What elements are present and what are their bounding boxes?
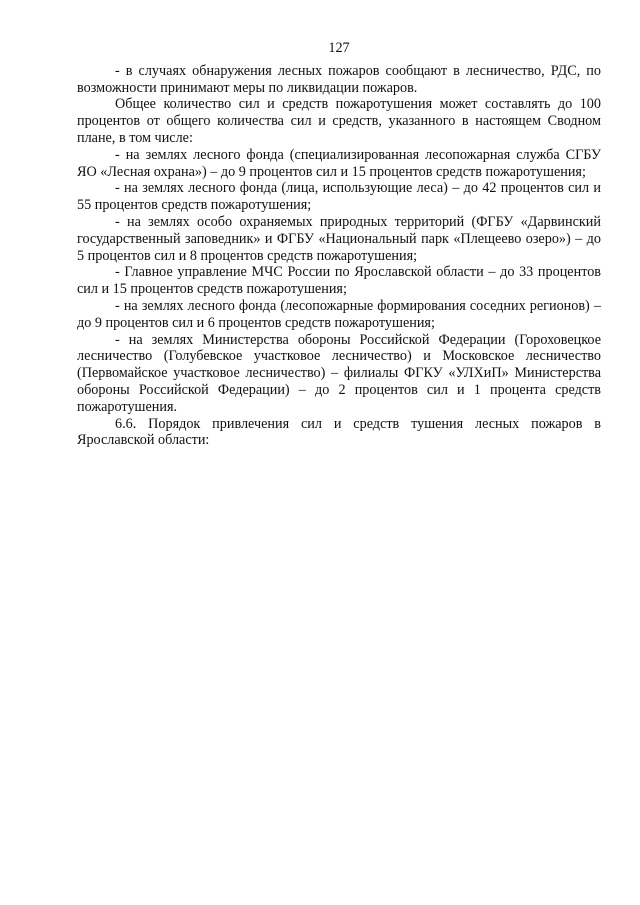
paragraph-total-forces: Общее количество сил и средств пожаротушения может составлять до 100 процентов от общего количества сил и средств, указанного в настоящем Сводном плане, в том числе: [77,96,601,146]
document-page [77,40,601,449]
paragraph-emergency-ministry: - Главное управление МЧС России по Ярославской области – до 33 процентов сил и 15 процентов средств пожаротушения; [77,264,601,298]
paragraph-forest-users: - на землях лесного фонда (лица, использующие леса) – до 42 процентов сил и 55 процентов средств пожаротушения; [77,180,601,214]
paragraph-neighbor-regions: - на землях лесного фонда (лесопожарные формирования соседних регионов) – до 9 процентов сил и 6 процентов средств пожаротушения; [77,297,601,331]
paragraph-defense-ministry: - на землях Министерства обороны Российской Федерации (Гороховецкое лесничество (Голубевское участковое лесничество) и Московское лесничество (Первомайское участковое лесничество) – филиалы ФГКУ «УЛХиП» Министерства обороны Российской Федерации) – до 2 процентов сил и 1 процента средств пожаротушения. [77,331,601,415]
page-number: 127 [328,40,350,56]
section-heading-6-6: 6.6. Порядок привлечения сил и средств тушения лесных пожаров в Ярославской области: [77,415,601,449]
paragraph-forest-guard: - на землях лесного фонда (специализированная лесопожарная служба СГБУ ЯО «Лесная охрана») – до 9 процентов сил и 15 процентов средств пожаротушения; [77,146,601,180]
paragraph-protected-areas: - на землях особо охраняемых природных территорий (ФГБУ «Дарвинский государственный заповедник» и ФГБУ «Национальный парк «Плещеево озеро») – до 5 процентов сил и 8 процентов средств пожаротушения; [77,213,601,264]
paragraph-fire-detection: - в случаях обнаружения лесных пожаров сообщают в лесничество, РДС, по возможности принимают меры по ликвидации пожаров. [77,62,601,96]
